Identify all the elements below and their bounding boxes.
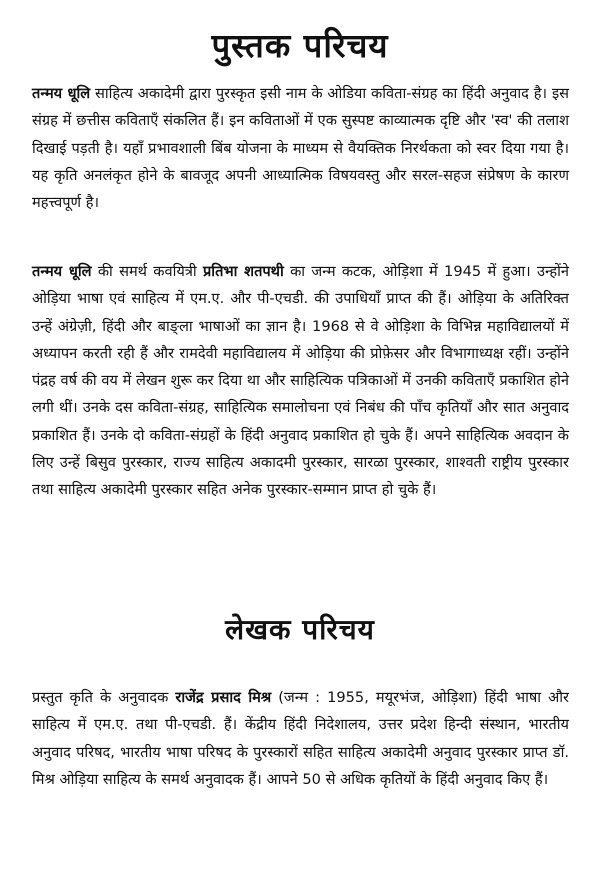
- author-intro-heading: लेखक परिचय: [225, 613, 375, 646]
- translator-name: राजेंद्र प्रसाद मिश्र: [175, 689, 272, 706]
- book-summary-text: साहित्य अकादेमी द्वारा पुरस्कृत इसी नाम के ओडिया कविता-संग्रह का हिंदी अनुवाद है। इस संग्रह में छत्तीस कविताएँ संकलित हैं। इन कविताओं में एक सुस्पष्ट काव्यात्मक दृष्टि और 'स्व' की तलाश दिखाई पड़ती है। यहाँ प्रभावशाली बिंब योजना के माध्यम से वैयक्तिक निरर्थकता को स्वर दिया गया है। यह कृति अनलंकृत होने के बावजूद अपनी आध्यात्मिक विषयवस्तु और सरल-सहज संप्रेषण के कारण महत्त्वपूर्ण है।: [32, 85, 569, 212]
- book-summary-paragraph: [32, 80, 569, 216]
- translator-bio-paragraph: [32, 684, 569, 793]
- book-intro-heading: पुस्तक परिचय: [211, 26, 389, 65]
- book-title-ref: तन्मय धूलि: [32, 263, 92, 280]
- poet-name: प्रतिभा शतपथी: [202, 263, 284, 280]
- translator-bio-text: (जन्म : 1955, मयूरभंज, ओड़िशा) हिंदी भाषा और साहित्य में एम.ए. तथा पी-एचडी. हैं। केंद्रीय हिंदी निदेशालय, उत्तर प्रदेश हिन्दी संस्थान, भारतीय अनुवाद परिषद, भारतीय भाषा परिषद के पुरस्कारों सहित साहित्य अकादेमी अनुवाद पुरस्कार प्राप्त डॉ. मिश्र ओड़िया साहित्य के समर्थ अनुवादक हैं। आपने 50 से अधिक कृतियों के हिंदी अनुवाद किए हैं।: [32, 689, 569, 788]
- poet-bio-text-lead: की समर्थ कवयित्री: [91, 263, 203, 280]
- translator-bio-lead: प्रस्तुत कृति के अनुवादक: [32, 689, 176, 706]
- book-title: तन्मय धूलि: [32, 85, 91, 102]
- poet-bio-paragraph: [32, 258, 569, 504]
- poet-bio-text: का जन्म कटक, ओड़िशा में 1945 में हुआ। उन्होंने ओड़िया भाषा एवं साहित्य में एम.ए. और पी-एचडी. की उपाधियाँ प्राप्त की हैं। ओड़िया के अतिरिक्त उन्हें अंग्रेज़ी, हिंदी और बाङ्ला भाषाओं का ज्ञान है। 1968 से वे ओड़िशा के विभिन्न महाविद्यालयों में अध्यापन करती रही हैं और रामदेवी महाविद्यालय में ओड़िया की प्रोफ़ेसर और विभागाध्यक्ष रहीं। उन्होंने पंद्रह वर्ष की वय में लेखन शुरू कर दिया था और साहित्यिक पत्रिकाओं में उनकी कविताएँ प्रकाशित होने लगी थीं। उनके दस कविता-संग्रह, साहित्यिक समालोचना एवं निबंध की पाँच कृतियाँ और सात अनुवाद प्रकाशित हैं। उनके दो कविता-संग्रहों के हिंदी अनुवाद प्रकाशित हो चुके हैं। अपने साहित्यिक अवदान के लिए उन्हें बिसुव पुरस्कार, राज्य साहित्य अकादमी पुरस्कार, सारळा पुरस्कार, शाश्वती राष्ट्रीय पुरस्कार तथा साहित्य अकादेमी पुरस्कार सहित अनेक पुरस्कार-सम्मान प्राप्त हो चुके हैं।: [32, 263, 569, 499]
